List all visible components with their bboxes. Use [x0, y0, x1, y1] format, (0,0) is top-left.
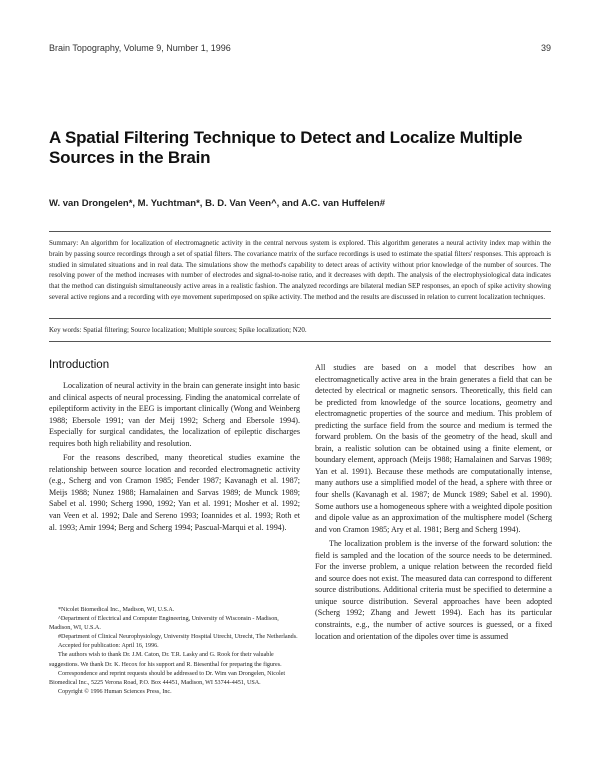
summary-top-rule [49, 231, 551, 232]
body-paragraph: The localization problem is the inverse of the forward solution: the field is sampled and the location of the source needs to be determined. For the inverse problem, a unique relation between the recorded field and source does not exist. The measured data can correspond to different source distributions. Additional criteria must be specified to determine a unique source distribution. Several approaches have been adopted (Scherg 1992; Zhang and Jewett 1994). Each has its particular constraints, e.g., the number of active sources is guessed, or a fixed location and orientation of the dipoles over time is assumed [315, 539, 552, 641]
left-column-body [49, 380, 300, 536]
author-list: W. van Drongelen*, M. Yuchtman*, B. D. Van Veen^, and A.C. van Huffelen# [49, 198, 386, 209]
right-column-body [315, 362, 552, 645]
summary-bottom-rule [49, 318, 551, 319]
keywords-line: Key words: Spatial filtering; Source localization; Multiple sources; Spike localization; N20. [49, 326, 307, 334]
paper-title: A Spatial Filtering Technique to Detect and Localize Multiple Sources in the Brain [49, 128, 523, 167]
footnote: Accepted for publication: April 16, 1996. [58, 643, 159, 650]
footnote: ^Department of Electrical and Computer Engineering, University of Wisconsin - Madison, Madison, WI, U.S.A. [49, 616, 279, 632]
body-paragraph: For the reasons described, many theoretical studies examine the relationship between source location and recorded electromagnetic activity (e.g., Scherg and von Cramon 1985; Fender 1987; Kavanagh et al. 1987; Meijs 1988; Nunez 1988; Hamalainen and Sarvas 1989; de Munck 1989; Sabel et al. 1990; Scherg 1990, 1992; Yan et al. 1991; Mosher et al. 1992; van Veen et al. 1992; Dale and Sereno 1993; Ioannides et al. 1993; Roth et al. 1993; Amir 1994; Berg and Scherg 1994; Pascual-Marqui et al. 1994). [49, 453, 300, 532]
footnote: *Nicolet Biomedical Inc., Madison, WI, U.S.A. [58, 607, 175, 613]
page-number: 39 [540, 43, 551, 53]
footnote: The authors wish to thank Dr. J.M. Caton, Dr. T.R. Lasky and G. Rook for their valuable suggestions. We thank Dr. K. Hecox for his support and R. Biesenthal for preparing the figures. [49, 652, 282, 668]
journal-citation: Brain Topography, Volume 9, Number 1, 1996 [49, 43, 231, 53]
footnotes [49, 606, 300, 697]
footnote: Correspondence and reprint requests should be addressed to Dr. Wim van Drongelen, Nicolet Biomedical Inc., 5225 Verona Road, P.O. Box 44451, Madison, WI 53744-4451, USA. [49, 670, 286, 686]
footnote: #Department of Clinical Neurophysiology, University Hospital Utrecht, Utrecht, The Netherlands. [58, 634, 298, 641]
body-paragraph: Localization of neural activity in the brain can generate insight into basic and clinical aspects of neural processing. Finding the anatomical correlate of epileptiform activity in the EEG is important clinically (Wong and Weinberg 1988; Ebersole 1991; van der Meij 1992; Scherg and Ebersole 1994). Especially for surgical candidates, the localization of epileptic discharges requires both high reliability and resolution. [49, 381, 300, 448]
body-paragraph: All studies are based on a model that describes how an electromagnetically active area in the brain generates a field that can be detected by electrical or magnetic sensors. Theoretically, this field can be predicted from knowledge of the source locations, geometry and electromagnetic properties of the source and medium. This problem of predicting the surface field from the source and medium is termed the forward problem. On the basis of the geometry of the head, skull and brain, a realistic solution can be obtained using a finite element, or boundary element, approach (Meijs 1988; Hamalainen and Sarvas 1989; Yan et al. 1991). Because these methods are computationally intense, many authors use a simplified model of the head, a sphere with three or four shells (Kavanagh et al. 1987; de Munck 1989; Sabel et al. 1990). Some authors use a homogeneous sphere with a weighted dipole position and dipole value as an approximation of the multisphere model (Scherg and von Cramon 1985; Ary et al. 1981; Berg and Scherg 1994). [315, 363, 552, 534]
section-heading-introduction: Introduction [49, 359, 110, 371]
summary-abstract: Summary: An algorithm for localization of electromagnetic activity in the central nervous system is explored. This algorithm generates a neural activity index map within the brain by passing source recordings through a set of spatial filters. The covariance matrix of the surface recordings is used to estimate the spatial filters' responses. This approach is studied in simulated situations and in real data. The simulations show the method's capability to detect areas of activity without prior knowledge of the number of sources. The resolving power of the method increases with number of electrodes and signal-to-noise ratio, and it decreases with depth. The analysis of the electrophysiological data indicates that the method can distinguish simultaneously active areas in a realistic fashion. The analyzed recordings are bilateral median SEP responses, an epoch of spike activity showing several active regions and a recording with eye movement superimposed on spike activity. The method and the results are discussed in relation to current localization techniques. [49, 239, 551, 301]
copyright-line: Copyright © 1996 Human Sciences Press, Inc. [58, 688, 172, 695]
keywords-rule [49, 341, 551, 342]
